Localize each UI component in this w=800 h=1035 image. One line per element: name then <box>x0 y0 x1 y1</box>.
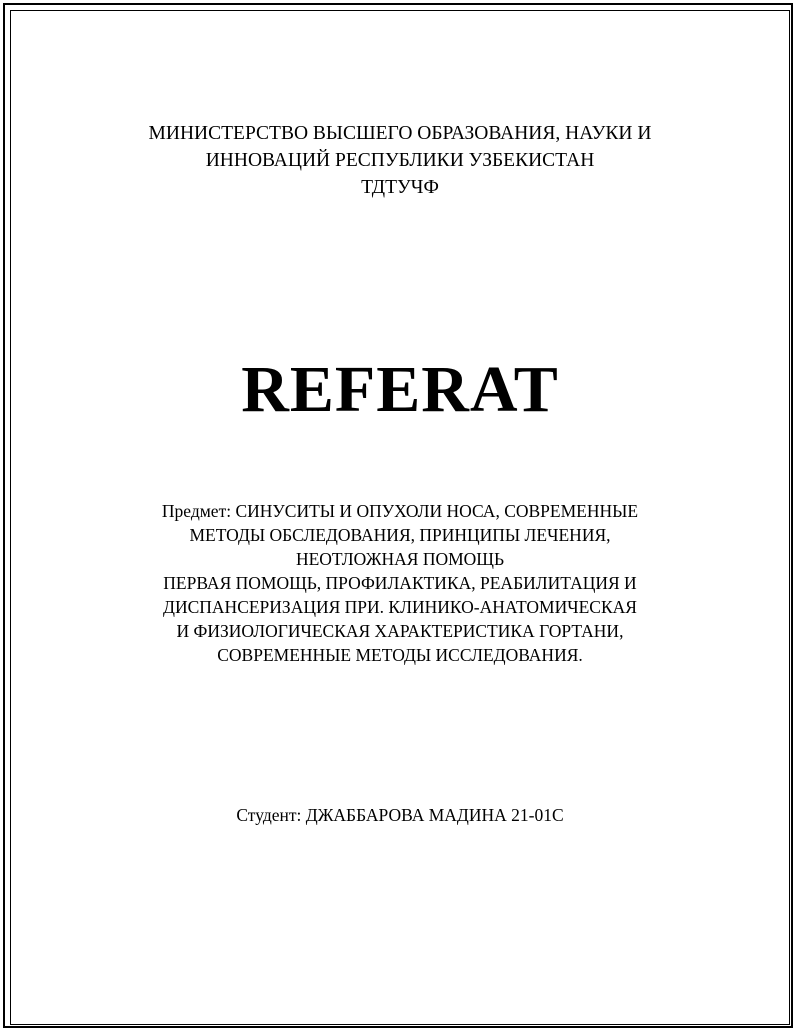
subject-line: ПЕРВАЯ ПОМОЩЬ, ПРОФИЛАКТИКА, РЕАБИЛИТАЦИЯ И <box>163 573 637 593</box>
ministry-header <box>0 120 800 201</box>
subject-line: МЕТОДЫ ОБСЛЕДОВАНИЯ, ПРИНЦИПЫ ЛЕЧЕНИЯ, <box>189 525 611 545</box>
university-abbreviation: ТДТУЧФ <box>361 177 439 198</box>
ministry-line: МИНИСТЕРСТВО ВЫСШЕГО ОБРАЗОВАНИЯ, НАУКИ И <box>148 123 652 144</box>
subject-line: НЕОТЛОЖНАЯ ПОМОЩЬ <box>295 549 505 569</box>
document-title: REFERAT <box>241 353 559 426</box>
student-name: Студент: ДЖАББАРОВА МАДИНА 21-01С <box>236 805 564 825</box>
subject-line: ДИСПАНСЕРИЗАЦИЯ ПРИ. КЛИНИКО-АНАТОМИЧЕСКАЯ <box>163 597 637 617</box>
subject-line: СОВРЕМЕННЫЕ МЕТОДЫ ИССЛЕДОВАНИЯ. <box>217 645 583 665</box>
ministry-line: ИННОВАЦИЙ РЕСПУБЛИКИ УЗБЕКИСТАН <box>205 150 595 171</box>
subject-line: Предмет: СИНУСИТЫ И ОПУХОЛИ НОСА, СОВРЕМЕННЫЕ <box>161 501 639 521</box>
subject-description <box>0 499 800 667</box>
subject-line: И ФИЗИОЛОГИЧЕСКАЯ ХАРАКТЕРИСТИКА ГОРТАНИ, <box>176 621 624 641</box>
